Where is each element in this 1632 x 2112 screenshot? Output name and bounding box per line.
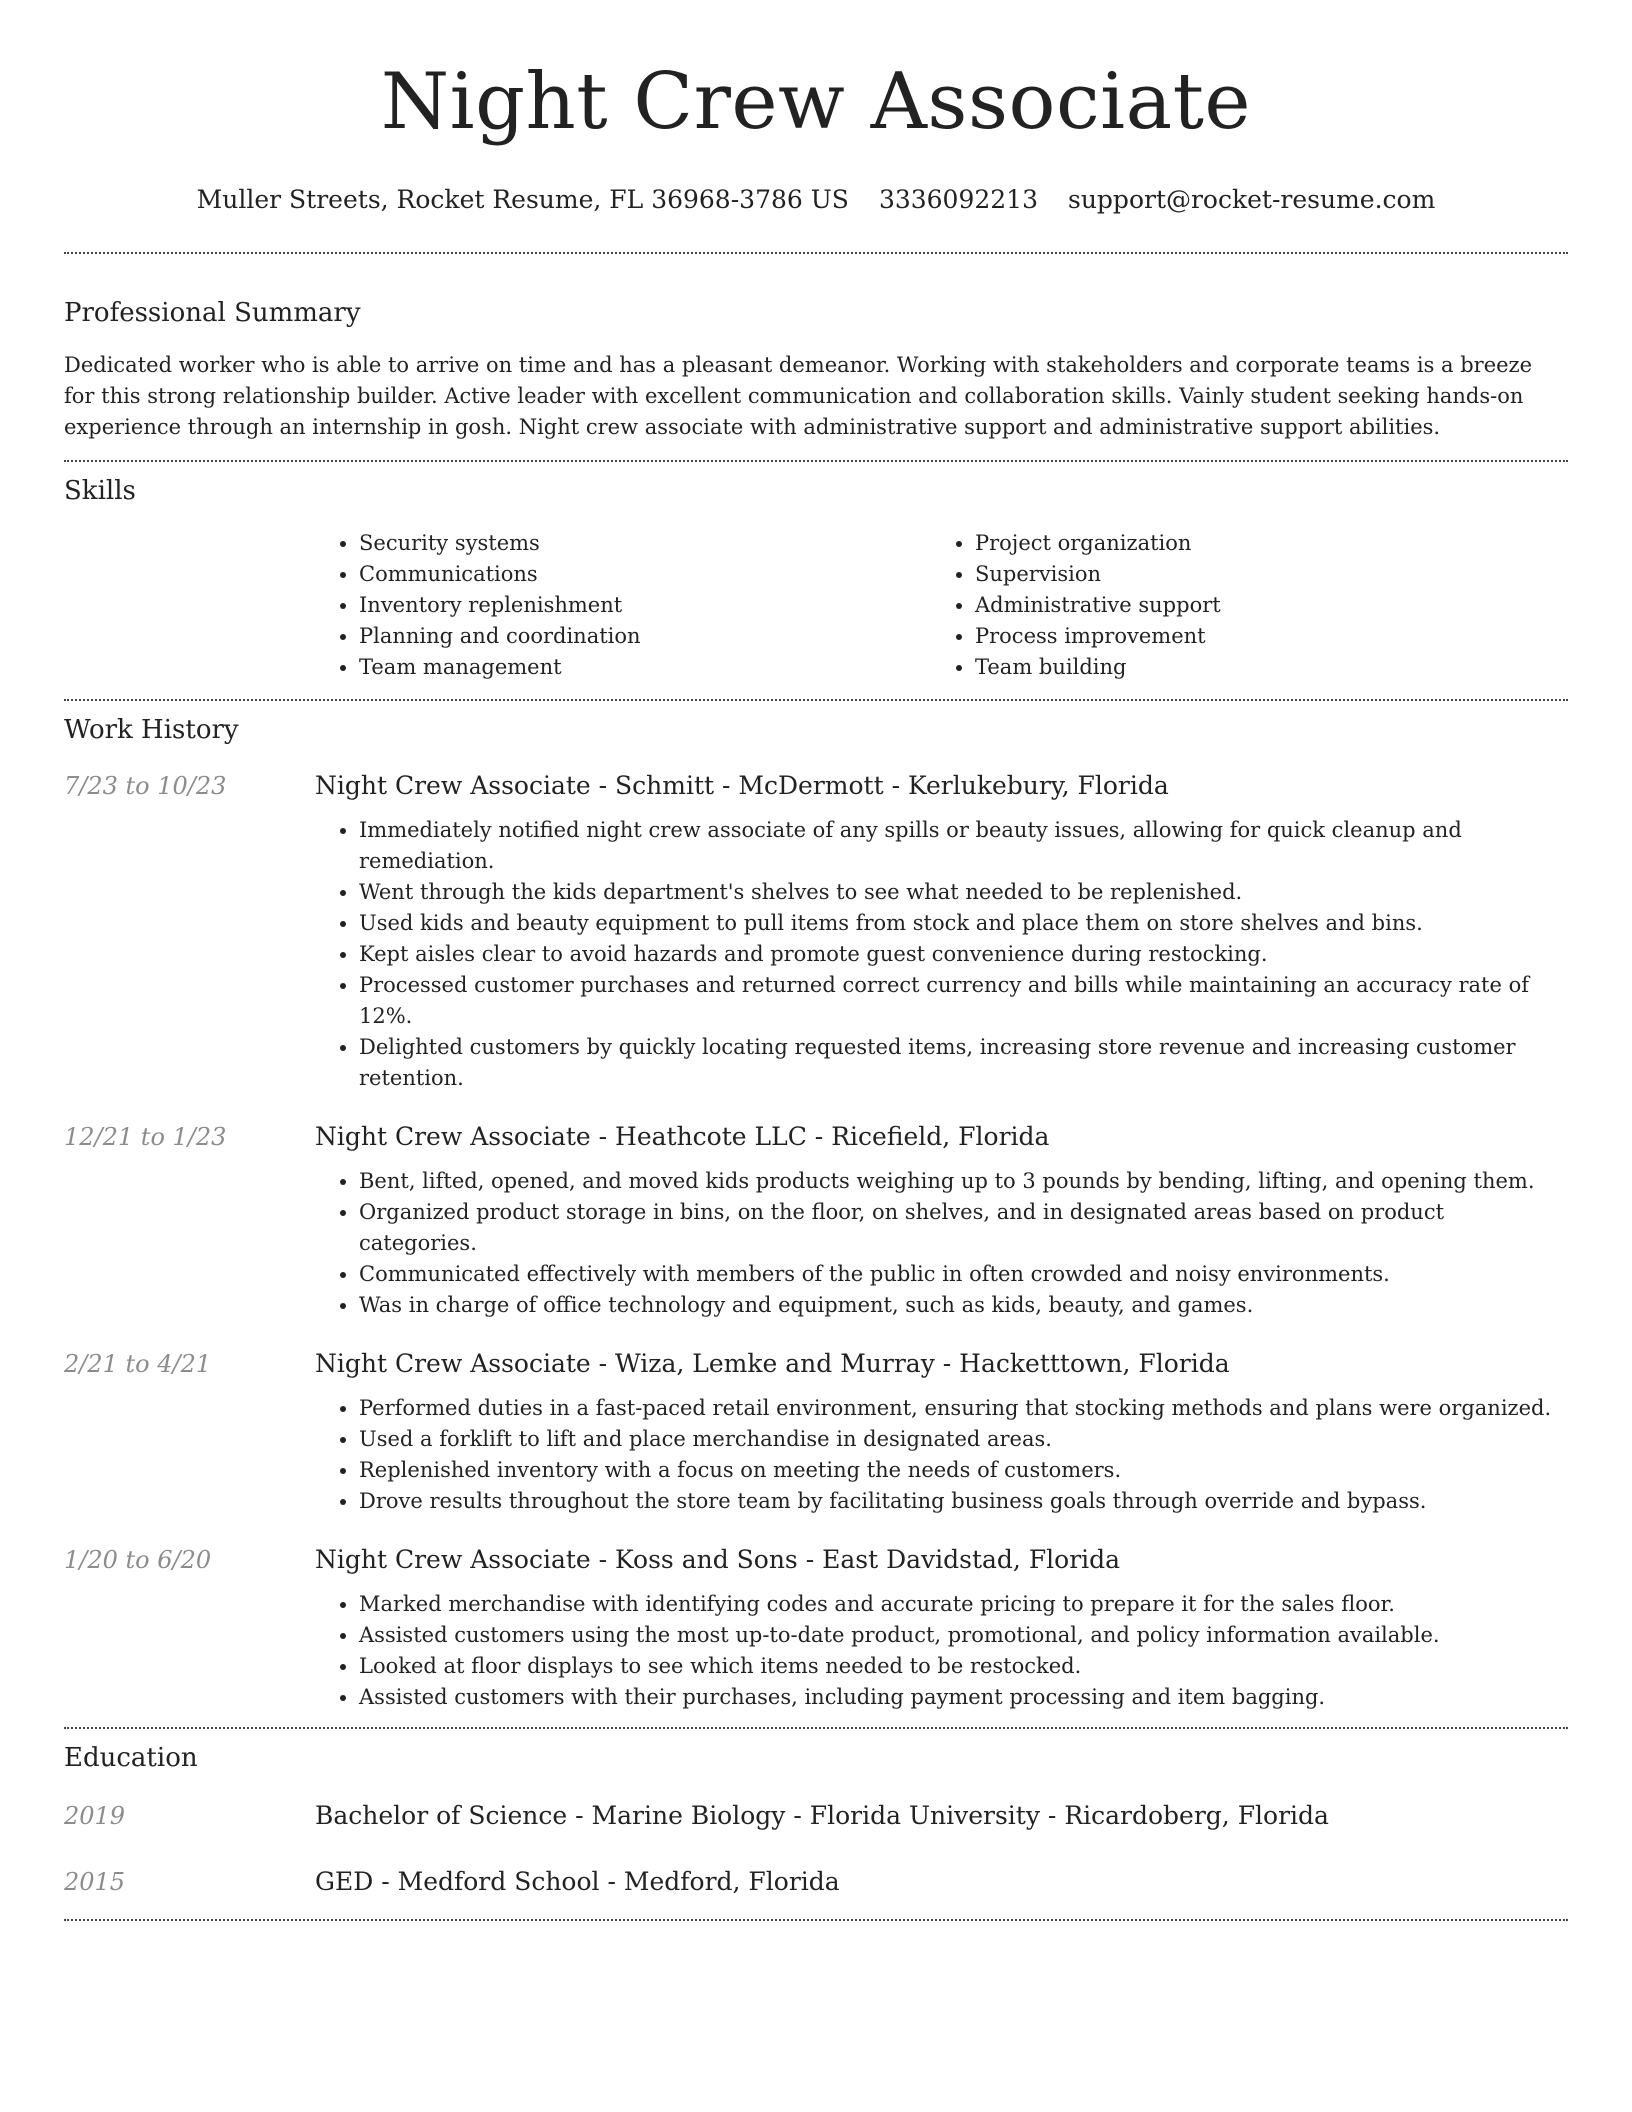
duty-item: • Was in charge of office technology and equipment, such as kids, beauty, and games. (359, 1290, 1568, 1321)
section-title-education: Education (64, 1743, 198, 1773)
job-duties (315, 815, 1568, 1094)
duty-item: • Bent, lifted, opened, and moved kids products weighing up to 3 pounds by bending, lifting, and opening them. (359, 1166, 1568, 1197)
contact-line (64, 182, 1568, 218)
skill-item: • Team building (975, 652, 1547, 683)
job-entry (64, 1120, 1568, 1321)
duty-item: • Drove results throughout the store team by facilitating business goals through override and bypass. (359, 1486, 1568, 1517)
duty-item: • Communicated effectively with members of the public in often crowded and noisy environments. (359, 1259, 1568, 1290)
job-dates: 7/23 to 10/23 (64, 772, 227, 800)
education-year: 2015 (64, 1868, 126, 1896)
skills-column-left (315, 528, 931, 683)
contact-email: support@rocket-resume.com (1068, 185, 1436, 214)
job-duties (315, 1166, 1568, 1321)
job-dates: 2/21 to 4/21 (64, 1350, 212, 1378)
skill-item: • Team management (359, 652, 931, 683)
job-duties (315, 1393, 1568, 1517)
section-title-skills: Skills (64, 476, 136, 506)
duty-item: • Looked at floor displays to see which items needed to be restocked. (359, 1651, 1568, 1682)
education-year: 2019 (64, 1802, 126, 1830)
job-dates: 1/20 to 6/20 (64, 1546, 212, 1574)
skill-item: • Administrative support (975, 590, 1547, 621)
skill-item: • Supervision (975, 559, 1547, 590)
job-title: Night Crew Associate - Koss and Sons - East Davidstad, Florida (315, 1545, 1121, 1574)
duty-item: • Processed customer purchases and returned correct currency and bills while maintaining an accuracy rate of 12%. (359, 970, 1568, 1032)
education-entry (64, 1865, 1568, 1899)
duty-item: • Used a forklift to lift and place merchandise in designated areas. (359, 1424, 1568, 1455)
skill-item: • Security systems (359, 528, 931, 559)
contact-address: Muller Streets, Rocket Resume, FL 36968-3786 US (196, 185, 849, 214)
contact-phone: 3336092213 (878, 185, 1038, 214)
skills-column-right (931, 528, 1547, 683)
job-duties (315, 1589, 1568, 1713)
section-title-summary: Professional Summary (64, 298, 361, 328)
duty-item: • Replenished inventory with a focus on meeting the needs of customers. (359, 1455, 1568, 1486)
education-title: GED - Medford School - Medford, Florida (315, 1867, 840, 1896)
divider (64, 460, 1568, 462)
skill-item: • Planning and coordination (359, 621, 931, 652)
skill-item: • Process improvement (975, 621, 1547, 652)
job-entry (64, 1543, 1568, 1713)
education-entry (64, 1799, 1568, 1833)
duty-item: • Assisted customers using the most up-to-date product, promotional, and policy information available. (359, 1620, 1568, 1651)
duty-item: • Immediately notified night crew associate of any spills or beauty issues, allowing for quick cleanup and remediation. (359, 815, 1568, 877)
job-entry (64, 769, 1568, 1094)
skill-item: • Inventory replenishment (359, 590, 931, 621)
divider (64, 1919, 1568, 1921)
summary-text: Dedicated worker who is able to arrive on time and has a pleasant demeanor. Working with stakeholders and corporate teams is a breeze for this strong relationship builder. Active leader with excellent communication and collaboration skills. Vainly student seeking hands-on experience through an internship in gosh. Night crew associate with administrative support and administrative support abilities. (64, 353, 1533, 439)
job-title: Night Crew Associate - Schmitt - McDermott - Kerlukebury, Florida (315, 771, 1169, 800)
skill-item: • Communications (359, 559, 931, 590)
education-title: Bachelor of Science - Marine Biology - Florida University - Ricardoberg, Florida (315, 1801, 1329, 1830)
divider (64, 1727, 1568, 1729)
duty-item: • Organized product storage in bins, on the floor, on shelves, and in designated areas based on product categories. (359, 1197, 1568, 1259)
job-dates: 12/21 to 1/23 (64, 1123, 227, 1151)
skills-list (315, 528, 1568, 683)
duty-item: • Performed duties in a fast-paced retail environment, ensuring that stocking methods and plans were organized. (359, 1393, 1568, 1424)
divider (64, 252, 1568, 254)
job-entry (64, 1347, 1568, 1517)
skill-item: • Project organization (975, 528, 1547, 559)
duty-item: • Kept aisles clear to avoid hazards and promote guest convenience during restocking. (359, 939, 1568, 970)
job-title: Night Crew Associate - Heathcote LLC - Ricefield, Florida (315, 1122, 1050, 1151)
duty-item: • Delighted customers by quickly locating requested items, increasing store revenue and increasing customer retention. (359, 1032, 1568, 1094)
job-title: Night Crew Associate - Wiza, Lemke and Murray - Hacketttown, Florida (315, 1349, 1230, 1378)
divider (64, 699, 1568, 701)
duty-item: • Assisted customers with their purchases, including payment processing and item bagging. (359, 1682, 1568, 1713)
duty-item: • Used kids and beauty equipment to pull items from stock and place them on store shelves and bins. (359, 908, 1568, 939)
section-title-work-history: Work History (64, 715, 239, 745)
duty-item: • Went through the kids department's shelves to see what needed to be replenished. (359, 877, 1568, 908)
candidate-name: Night Crew Associate (380, 57, 1252, 147)
duty-item: • Marked merchandise with identifying codes and accurate pricing to prepare it for the sales floor. (359, 1589, 1568, 1620)
